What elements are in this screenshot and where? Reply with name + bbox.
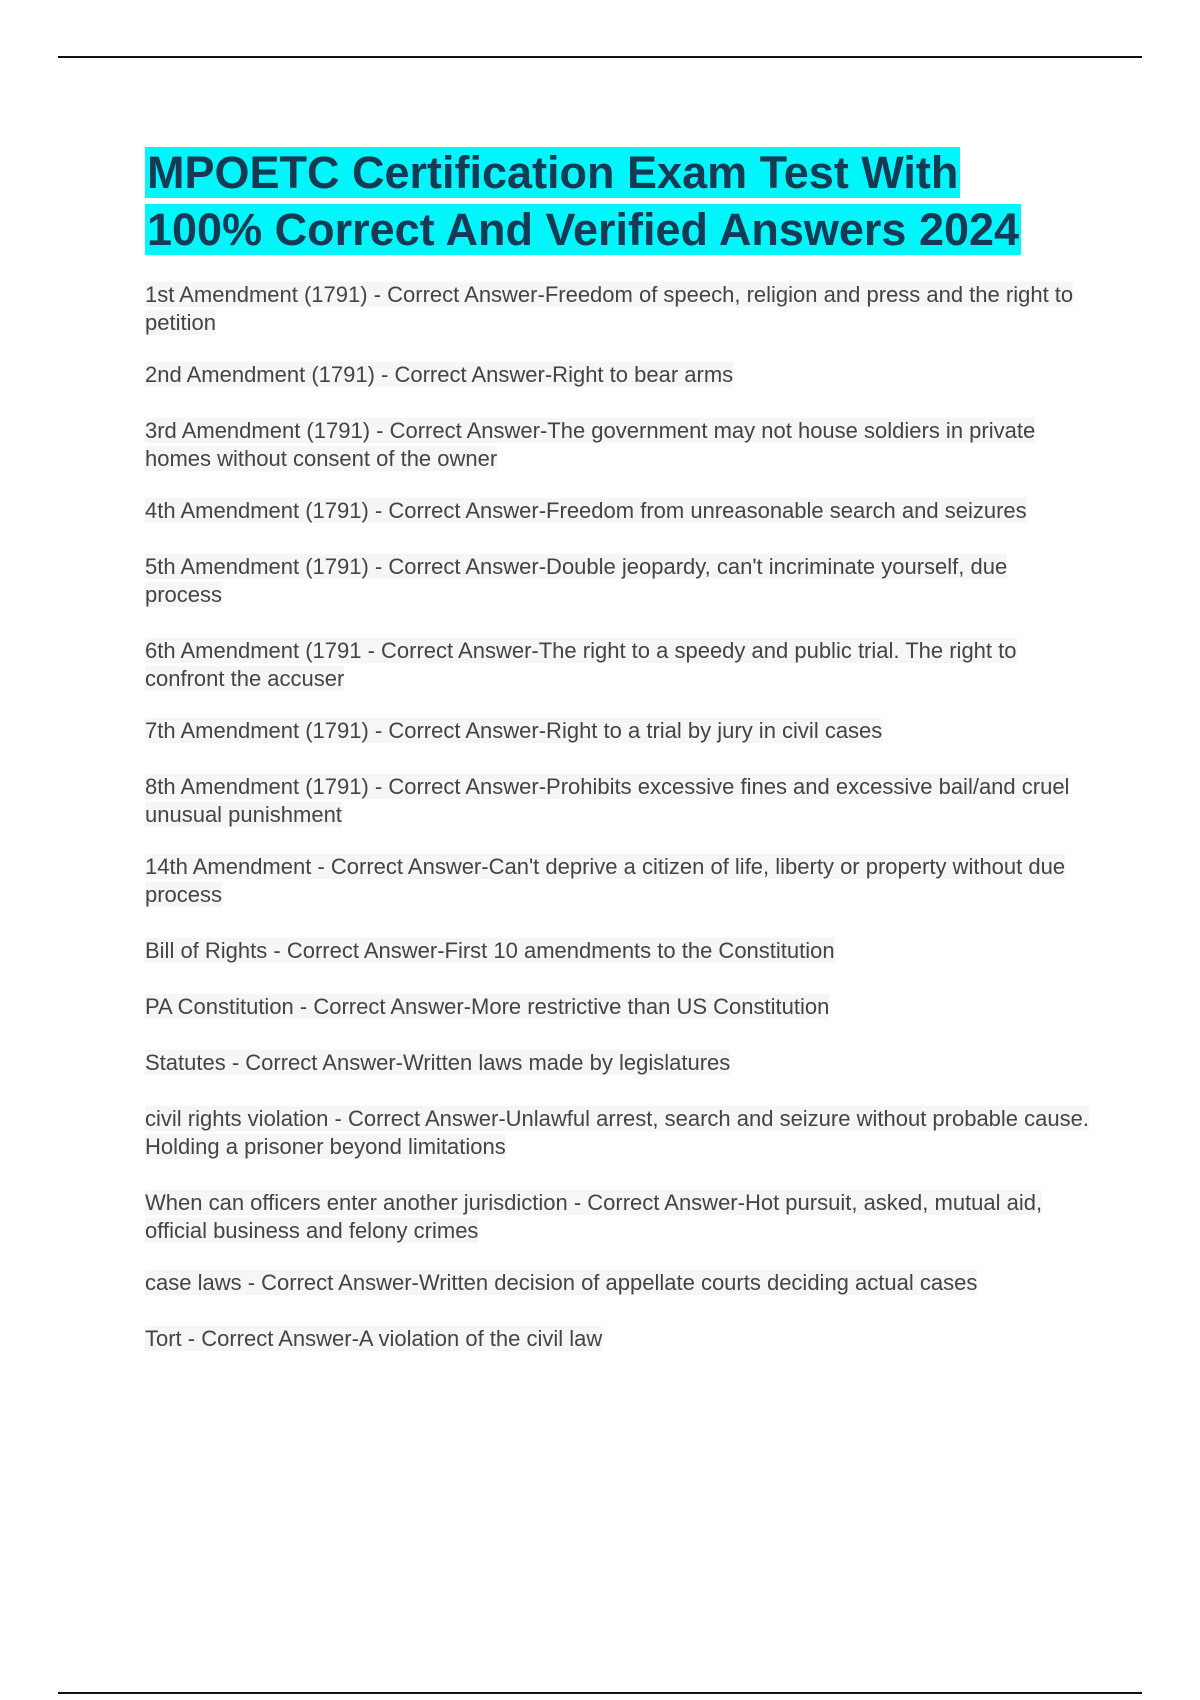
qa-entry-text: 14th Amendment - Correct Answer-Can't deprive a citizen of life, liberty or property without due process — [145, 854, 1066, 907]
qa-entry-text: 4th Amendment (1791) - Correct Answer-Freedom from unreasonable search and seizures — [145, 498, 1027, 523]
qa-entry-4th-amendment — [145, 497, 1090, 525]
qa-entry-6th-amendment — [145, 637, 1090, 693]
qa-entry-text: case laws - Correct Answer-Written decision of appellate courts deciding actual cases — [145, 1270, 978, 1295]
qa-entry-text: 2nd Amendment (1791) - Correct Answer-Right to bear arms — [145, 362, 734, 387]
qa-entry-text: Tort - Correct Answer-A violation of the civil law — [145, 1326, 603, 1351]
qa-list — [145, 281, 1090, 1353]
qa-entry-tort — [145, 1325, 1090, 1353]
qa-entry-text: civil rights violation - Correct Answer-Unlawful arrest, search and seizure without probable cause. Holding a prisoner beyond limitations — [145, 1106, 1089, 1159]
qa-entry-text: Statutes - Correct Answer-Written laws made by legislatures — [145, 1050, 731, 1075]
title-line-2: 100% Correct And Verified Answers 2024 — [147, 204, 1020, 255]
qa-entry-7th-amendment — [145, 717, 1090, 745]
qa-entry-text: PA Constitution - Correct Answer-More restrictive than US Constitution — [145, 994, 830, 1019]
title-line-1: MPOETC Certification Exam Test With — [147, 147, 959, 198]
qa-entry-pa-constitution — [145, 993, 1090, 1021]
qa-entry-3rd-amendment — [145, 417, 1090, 473]
qa-entry-text: 3rd Amendment (1791) - Correct Answer-The government may not house soldiers in private homes without consent of the owner — [145, 418, 1036, 471]
qa-entry-5th-amendment — [145, 553, 1090, 609]
qa-entry-text: When can officers enter another jurisdiction - Correct Answer-Hot pursuit, asked, mutual aid, official business and felony crimes — [145, 1190, 1043, 1243]
qa-entry-text: 7th Amendment (1791) - Correct Answer-Right to a trial by jury in civil cases — [145, 718, 883, 743]
qa-entry-bill-of-rights — [145, 937, 1090, 965]
qa-entry-2nd-amendment — [145, 361, 1090, 389]
qa-entry-civil-rights-violation — [145, 1105, 1090, 1161]
qa-entry-text: Bill of Rights - Correct Answer-First 10 amendments to the Constitution — [145, 938, 835, 963]
qa-entry-statutes — [145, 1049, 1090, 1077]
qa-entry-8th-amendment — [145, 773, 1090, 829]
qa-entry-1st-amendment — [145, 281, 1090, 337]
document-title — [145, 144, 1090, 258]
qa-entry-text: 5th Amendment (1791) - Correct Answer-Double jeopardy, can't incriminate yourself, due process — [145, 554, 1008, 607]
qa-entry-14th-amendment — [145, 853, 1090, 909]
qa-entry-jurisdiction — [145, 1189, 1090, 1245]
footer-rule — [58, 1692, 1142, 1694]
qa-entry-text: 8th Amendment (1791) - Correct Answer-Prohibits excessive fines and excessive bail/and cruel unusual punishment — [145, 774, 1070, 827]
qa-entry-text: 1st Amendment (1791) - Correct Answer-Freedom of speech, religion and press and the right to petition — [145, 282, 1074, 335]
qa-entry-text: 6th Amendment (1791 - Correct Answer-The right to a speedy and public trial. The right to confront the accuser — [145, 638, 1017, 691]
header-rule — [58, 56, 1142, 58]
qa-entry-case-laws — [145, 1269, 1090, 1297]
